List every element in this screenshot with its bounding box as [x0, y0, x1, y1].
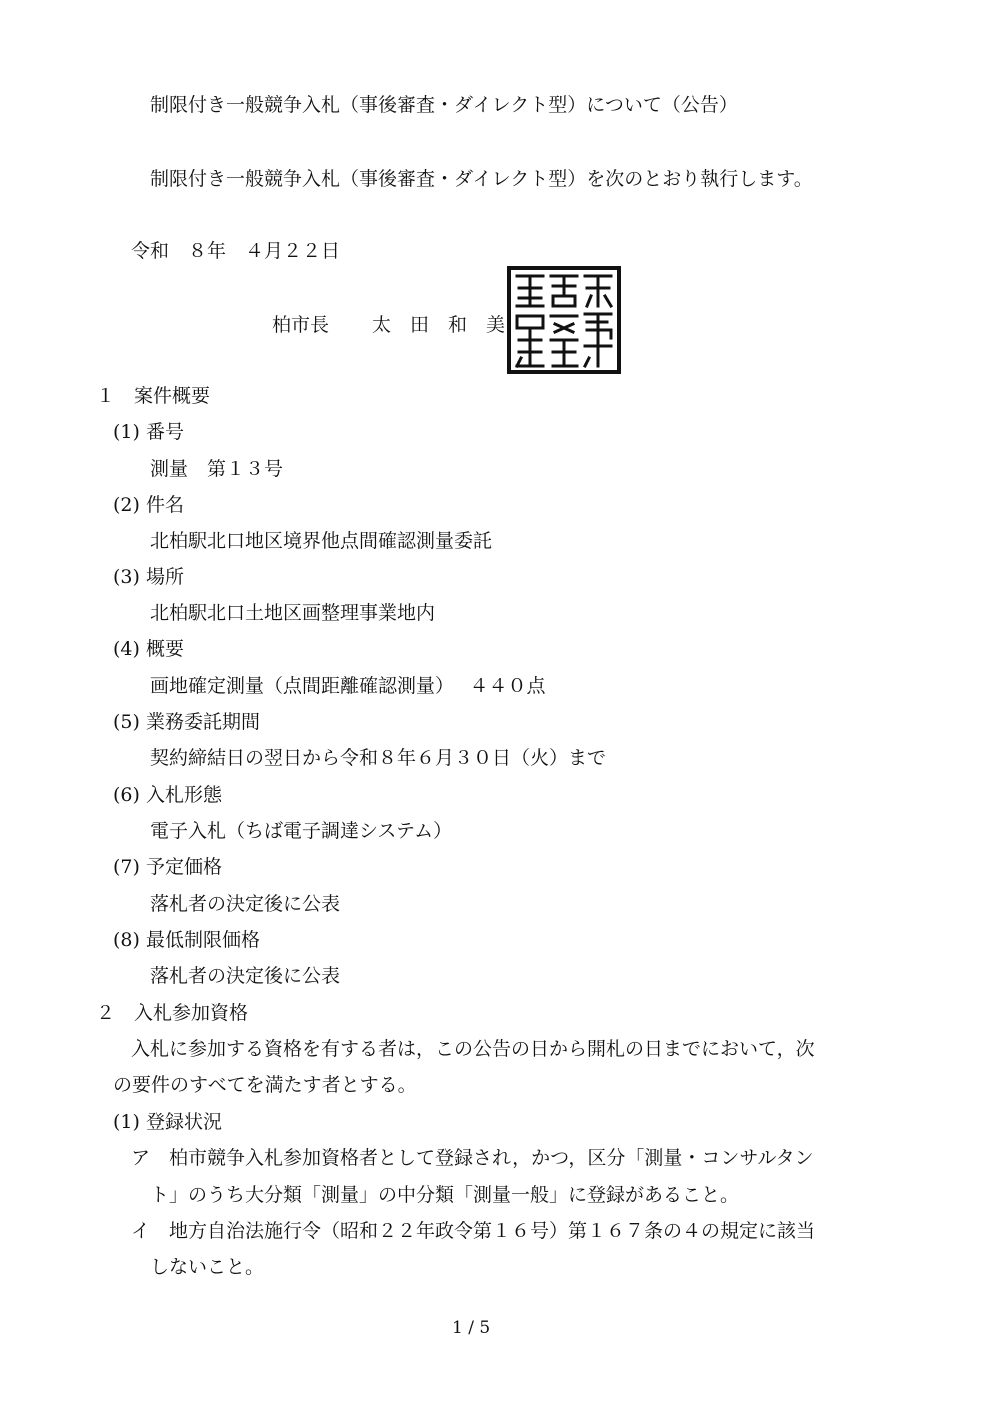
- section-2-heading: ２ 入札参加資格: [96, 1002, 249, 1024]
- item-3-value: 北柏駅北口土地区画整理事業地内: [150, 602, 436, 624]
- item-1-value: 測量 第１３号: [150, 458, 284, 480]
- requirement-a-line-2: ト」のうち大分類「測量」の中分類「測量一般」に登録があること。: [150, 1184, 740, 1206]
- item-1-label: (1) 番号: [113, 421, 184, 443]
- item-5-label: (5) 業務委託期間: [113, 711, 260, 733]
- subsection-1-label: (1) 登録状況: [113, 1111, 222, 1133]
- item-5-value: 契約締結日の翌日から令和８年６月３０日（火）まで: [150, 747, 607, 769]
- item-6-value: 電子入札（ちば電子調達システム）: [150, 820, 453, 842]
- item-6-label: (6) 入札形態: [113, 784, 222, 806]
- item-4-value: 画地確定測量（点間距離確認測量） ４４０点: [150, 675, 546, 697]
- official-seal-icon: [507, 266, 621, 374]
- notice-date: 令和 ８年 ４月２２日: [131, 240, 341, 262]
- requirement-i-line-1: イ 地方自治法施行令（昭和２２年政令第１６号）第１６７条の４の規定に該当: [131, 1220, 816, 1242]
- section-2-paragraph-line-1: 入札に参加する資格を有する者は，この公告の日から開札の日までにおいて，次: [131, 1038, 815, 1060]
- item-7-label: (7) 予定価格: [113, 856, 222, 878]
- document-title: 制限付き一般競争入札（事後審査・ダイレクト型）について（公告）: [150, 94, 738, 116]
- item-8-label: (8) 最低制限価格: [113, 929, 260, 951]
- item-7-value: 落札者の決定後に公表: [150, 893, 341, 915]
- item-4-label: (4) 概要: [113, 638, 184, 660]
- item-8-value: 落札者の決定後に公表: [150, 965, 341, 987]
- page-number: 1 / 5: [452, 1318, 491, 1338]
- requirement-i-line-2: しないこと。: [150, 1256, 265, 1278]
- mayor-title: 柏市長: [272, 314, 330, 336]
- item-2-label: (2) 件名: [113, 494, 184, 516]
- section-1-heading: １ 案件概要: [96, 385, 211, 407]
- section-2-paragraph-line-2: の要件のすべてを満たす者とする。: [113, 1074, 417, 1096]
- requirement-a-line-1: ア 柏市競争入札参加資格者として登録され，かつ，区分「測量・コンサルタン: [131, 1147, 814, 1169]
- intro-paragraph: 制限付き一般競争入札（事後審査・ダイレクト型）を次のとおり執行します。: [150, 168, 813, 190]
- item-2-value: 北柏駅北口地区境界他点間確認測量委託: [150, 530, 493, 552]
- item-3-label: (3) 場所: [113, 566, 184, 588]
- mayor-name: 太 田 和 美: [372, 314, 506, 336]
